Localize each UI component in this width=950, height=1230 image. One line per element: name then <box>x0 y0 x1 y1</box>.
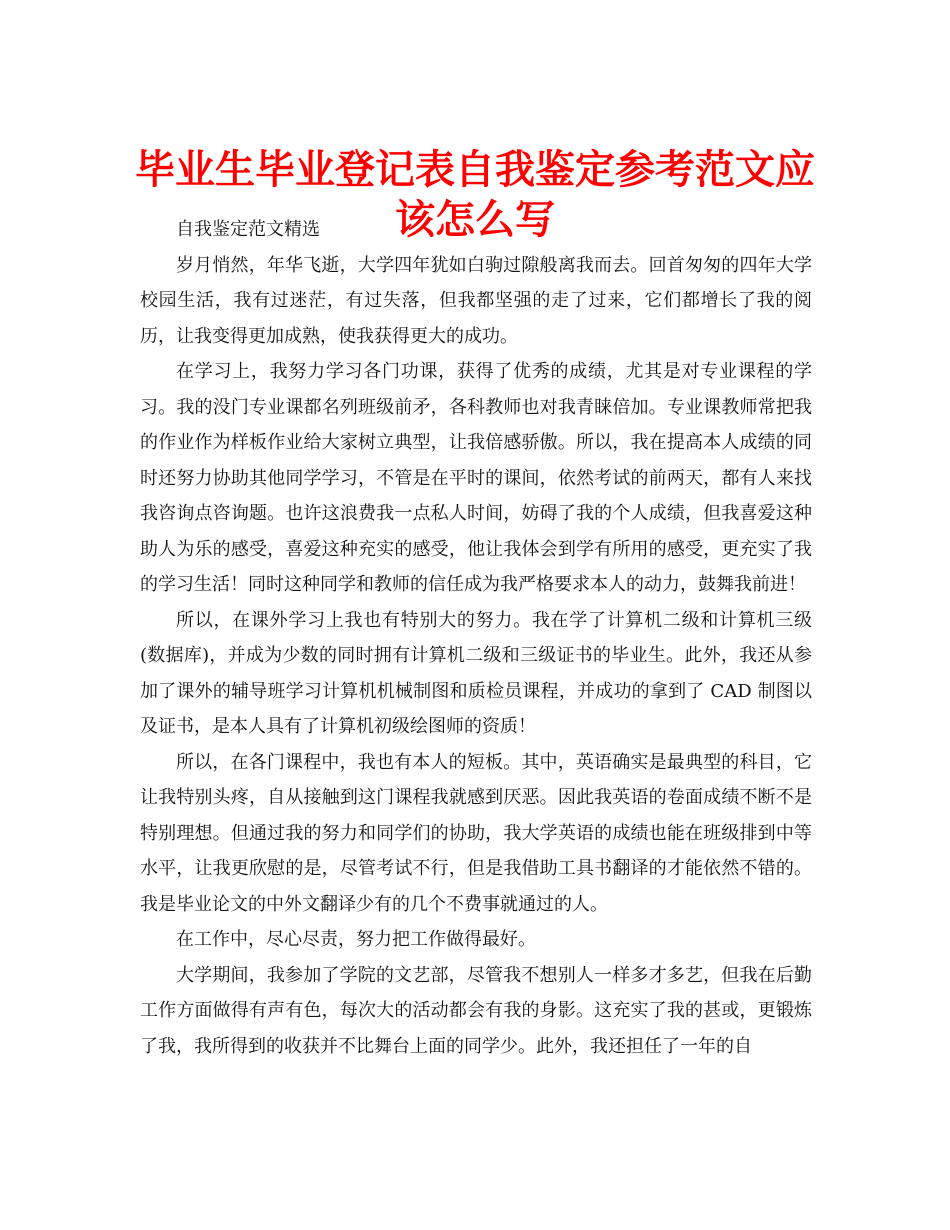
paragraph-intro: 自我鉴定范文精选 <box>176 219 320 240</box>
paragraph-5: 在工作中，尽心尽责，努力把工作做得最好。 <box>176 929 536 950</box>
paragraph-2: 在学习上，我努力学习各门功课，获得了优秀的成绩，尤其是对专业课程的学习。我的没门专业课都名列班级前矛，各科教师也对我青睐倍加。专业课教师常把我的作业作为样板作业给大家树立典型，让我倍感骄傲。所以，我在提高本人成绩的同时还努力协助其他同学学习，不管是在平时的课间，依然考试的前两天，都有人来找我咨询点咨询题。也许这浪费我一点私人时间，妨碍了我的个人成绩，但我喜爱这种助人为乐的感受，喜爱这种充实的感受，他让我体会到学有所用的感受，更充实了我的学习生活！同时这种同学和教师的信任成为我严格要求本人的动力，鼓舞我前进！ <box>140 361 812 595</box>
paragraph-1: 岁月悄然，年华飞逝，大学四年犹如白驹过隙般离我而去。回首匆匆的四年大学校园生活，我有过迷茫，有过失落，但我都坚强的走了过来，它们都增长了我的阅历，让我变得更加成熟，使我获得更大的成功。 <box>140 254 812 347</box>
paragraph-3: 所以，在课外学习上我也有特别大的努力。我在学了计算机二级和计算机三级(数据库)，并成为少数的同时拥有计算机二级和三级证书的毕业生。此外，我还从参加了课外的辅导班学习计算机机械制图和质检员课程，并成功的拿到了 CAD 制图以及证书，是本人具有了计算机初级绘图师的资质！ <box>140 609 812 737</box>
document-body <box>140 212 812 1064</box>
paragraph-4: 所以，在各门课程中，我也有本人的短板。其中，英语确实是最典型的科目，它让我特别头疼，自从接触到这门课程我就感到厌恶。因此我英语的卷面成绩不断不是特别理想。但通过我的努力和同学们的协助，我大学英语的成绩也能在班级排到中等水平，让我更欣慰的是，尽管考试不行，但是我借助工具书翻译的才能依然不错的。我是毕业论文的中外文翻译少有的几个不费事就通过的人。 <box>140 751 812 915</box>
document-title: 毕业生毕业登记表自我鉴定参考范文应该怎么写 <box>135 146 815 243</box>
paragraph-6: 大学期间，我参加了学院的文艺部，尽管我不想别人一样多才多艺，但我在后勤工作方面做得有声有色，每次大的活动都会有我的身影。这充实了我的甚或，更锻炼了我，我所得到的收获并不比舞台上面的同学少。此外，我还担任了一年的自 <box>140 964 812 1057</box>
